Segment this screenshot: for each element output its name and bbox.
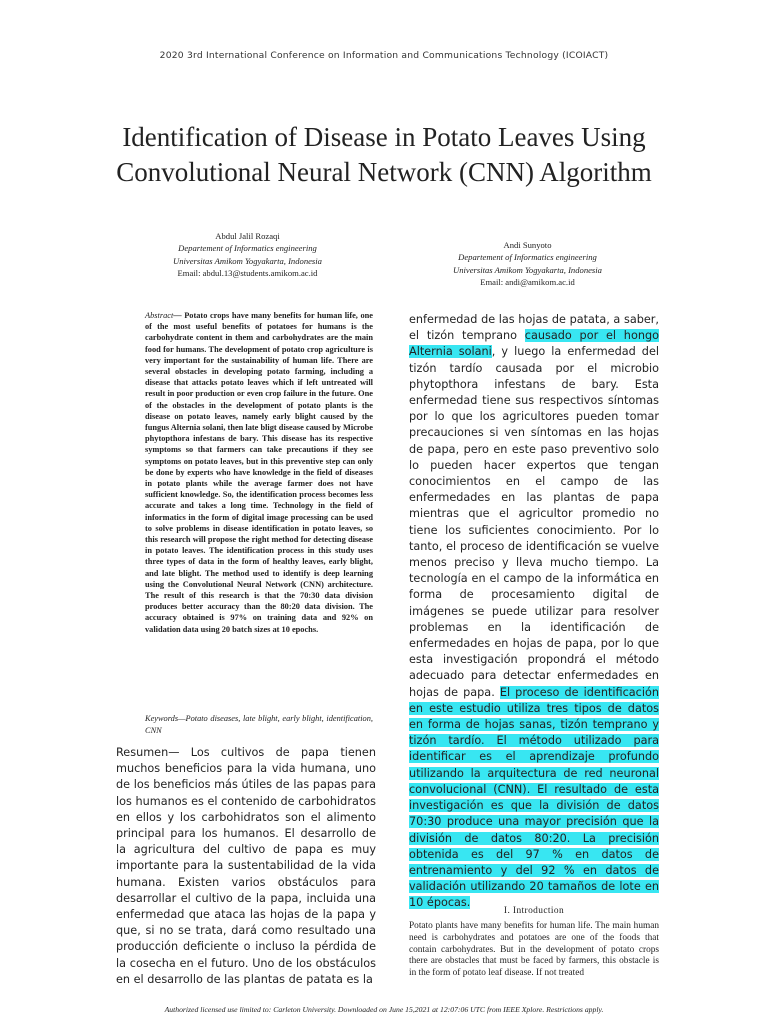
- paper-title: Identification of Disease in Potato Leaves Using Convolutional Neural Network (CNN) Algorithm: [116, 122, 652, 187]
- resumen-paragraph: Resumen— Los cultivos de papa tienen muchos beneficios para la vida humana, uno de los beneficios más útiles de las papas para los humanos es el contenido de carbohidratos en ellos y los carbohidratos son el alimento principal para los humanos. El desarrollo de la agricultura del cultivo de papa es muy importante para la sustentabilidad de la vida humana. Existen varios obstáculos para desarrollar el cultivo de la papa, incluida una enfermedad que ataca las hojas de la papa y que, si no se trata, dará como resultado una producción deficiente o incluso la pérdida de la cosecha en el futuro. Uno de los obstáculos en el desarrollo de las plantas de patata es la: [116, 746, 376, 986]
- abstract-body: — Potato crops have many benefits for human life, one of the most useful benefits of potatoes for humans is the carbohydrate content in them and carbohydrates are the main food for humans. The development of potato crop agriculture is very important for the sustainability of human life. There are several obstacles in developing potato farming, including a disease that attacks potato leaves which if left untreated will result in poor production or even crop failure in the future. One of the obstacles in the development of potato plants is the disease on potato leaves, namely early blight caused by the fungus Alternia solani, then late bligt disease caused by Microbe phytopthora infestans de bary. This disease has its respective symptoms so that farmers can take precautions if they see symptoms on potato leaves, but in this preventive step can only be done by experts who have knowledge in the field of diseases in potato plants while the average farmer does not have sufficient knowledge. So, the identification process becomes less accurate and takes a long time. Technology in the field of informatics in the form of digital image processing can be used to solve problems in disease identification in potato leaves, so this research will propose the right method for detecting disease in potato leaves. The identification process in this study uses three types of data in the form of healthy leaves, early blight, and late blight. The method used to identify is deep learning using the Convolutional Neural Network (CNN) architecture. The result of this research is that the 70:30 data division produces better accuracy than the 80:20 data division. The accuracy obtained is 97% on training data and 92% on validation data using 20 batch sizes at 10 epochs.: [145, 311, 373, 634]
- author-email: Email: abdul.13@students.amikom.ac.id: [177, 268, 318, 279]
- author-university: Universitas Amikom Yogyakarta, Indonesia: [173, 255, 322, 266]
- author-department: Departement of Informatics engineering: [178, 243, 317, 254]
- resumen-text-2: , y luego la enfermedad del tizón tardío causada por el microbio phytopthora infestans de bary. Esta enfermedad tiene sus respectivos síntomas por lo que los agricultores pueden tomar precauciones si ven síntomas en las hojas de papa, pero en este paso preventivo solo lo pueden hacer expertos que tengan conocimientos en el campo de las enfermedades en las plantas de papa mientras que el agricultor promedio no tiene los suficientes conocimiento. Por lo tanto, el proceso de identificación se vuelve menos preciso y lleva mucho tiempo. La tecnología en el campo de la informática en forma de procesamiento digital de imágenes se puede utilizar para resolver problemas en la identificación de enfermedades en hojas de papa, por lo que esta investigación propondrá el método adecuado para detectar enfermedades en hojas de papa.: [409, 345, 659, 699]
- resumen-continuation: [409, 312, 659, 912]
- author-block-1: [135, 230, 360, 280]
- highlighted-text-2: El proceso de identificación en este estudio utiliza tres tipos de datos en forma de hojas sanas, tizón temprano y tizón tardío. El método utilizado para identificar es el aprendizaje profundo utilizando la arquitectura de red neuronal convolucional (CNN). El resultado de esta investigación es que la división de datos 70:30 produce una mayor precisión que la división de datos 80:20. La precisión obtenida es del 97 % en datos de entrenamiento y del 92 % en datos de validación utilizando 20 tamaños de lote en 10 épocas.: [409, 685, 659, 910]
- section-heading-introduction: I. Introduction: [503, 906, 565, 916]
- abstract: [145, 310, 373, 635]
- author-email: Email: andi@amikom.ac.id: [480, 277, 575, 288]
- keywords: Keywords—Potato diseases, late blight, early blight, identification, CNN: [145, 714, 373, 735]
- license-footer: Authorized licensed use limited to: Carleton University. Downloaded on June 15,2021 at 12:07:06 UTC from IEEE Xplore. Restrictions apply.: [164, 1005, 604, 1014]
- author-name: Abdul Jalil Rozaqi: [215, 231, 280, 241]
- resumen-text-1: enfermedad de las hojas de patata, a saber, el tizón temprano: [409, 313, 659, 343]
- introduction-paragraph: Potato plants have many benefits for human life. The main human need is carbohydrates and potatoes are one of the foods that contain carbohydrates. But in the development of potato crops there are obstacles that must be faced by farmers, this obstacle is in the form of potato leaf disease. If not treated: [409, 921, 659, 979]
- author-name: Andi Sunyoto: [503, 240, 552, 250]
- author-university: Universitas Amikom Yogyakarta, Indonesia: [453, 264, 602, 275]
- highlighted-text-1: causado por el hongo Alternia solani: [409, 329, 659, 359]
- abstract-lead: Abstract: [145, 311, 174, 320]
- author-department: Departement of Informatics engineering: [458, 252, 597, 263]
- conference-header: 2020 3rd International Conference on Information and Communications Technology (ICOIACT): [159, 50, 609, 61]
- author-block-2: [415, 239, 640, 289]
